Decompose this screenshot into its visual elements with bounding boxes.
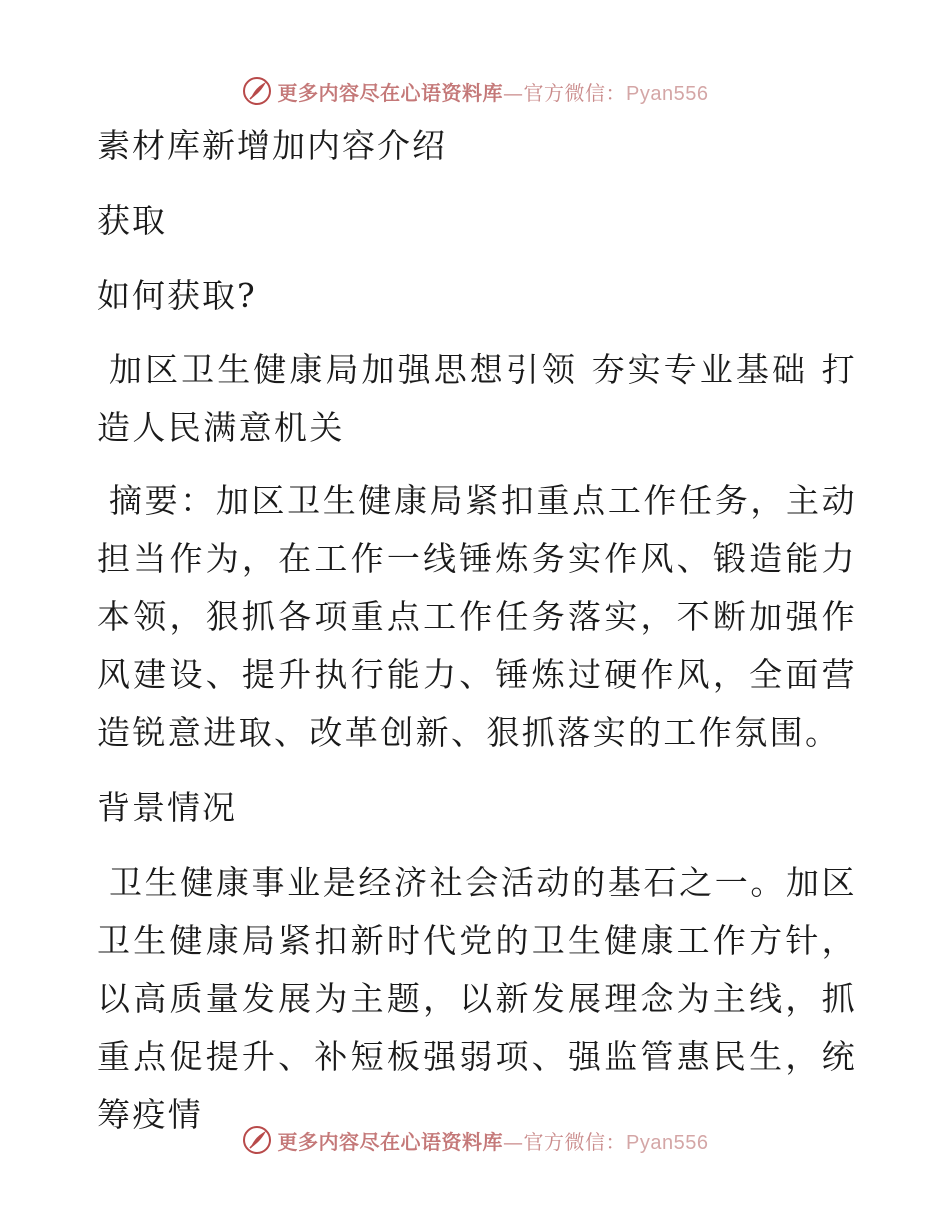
doc-line-intro: 素材库新增加内容介绍	[97, 126, 447, 165]
doc-abstract: 摘要：加区卫生健康局紧扣重点工作任务，主动担当作为，在工作一线锤炼务实作风、锻造能力本领，狠抓各项重点工作任务落实，不断加强作风建设、提升执行能力、锤炼过硬作风，全面营造锐意进取、改革创新、狠抓落实的工作氛围。	[97, 481, 857, 752]
header-banner	[0, 71, 950, 111]
section-heading: 背景情况	[97, 788, 237, 827]
doc-line-obtain: 获取	[97, 201, 167, 240]
doc-body-paragraph: 卫生健康事业是经济社会活动的基石之一。加区卫生健康局紧扣新时代党的卫生健康工作方针，以高质量发展为主题，以新发展理念为主线，抓重点促提升、补短板强弱项、强监管惠民生，统筹疫情	[97, 863, 857, 1134]
banner-text: 更多内容尽在心语资料库—官方微信：Pyan556	[277, 80, 709, 105]
footer-banner	[0, 1120, 950, 1160]
doc-title: 加区卫生健康局加强思想引领 夯实专业基础 打造人民满意机关	[97, 350, 857, 447]
doc-line-how-to-obtain: 如何获取?	[97, 276, 257, 315]
quill-pen-logo-icon	[242, 1125, 272, 1155]
banner-text: 更多内容尽在心语资料库—官方微信：Pyan556	[277, 1129, 709, 1154]
quill-pen-logo-icon	[242, 76, 272, 106]
